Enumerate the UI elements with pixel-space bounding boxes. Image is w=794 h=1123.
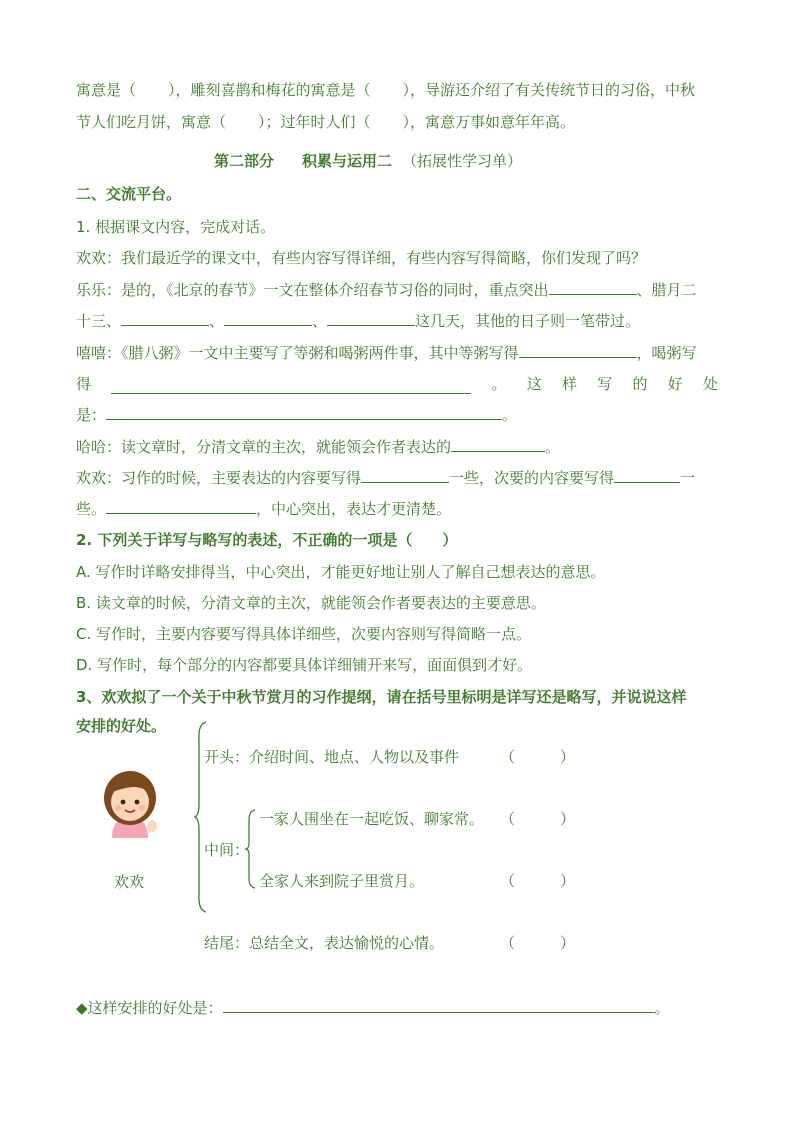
q3-title: 3、欢欢拟了一个关于中秋节赏月的习作提纲，请在括号里标明是详写还是略写，并说说这样: [76, 688, 687, 706]
outline-middle-label: 中间：: [204, 841, 250, 859]
title-part-a: 第二部分: [214, 152, 275, 170]
blank-line[interactable]: [614, 468, 680, 483]
text: 写: [597, 375, 613, 393]
dialog-line: [76, 311, 640, 331]
text: 是：: [76, 406, 107, 424]
text: 、腊月二: [636, 281, 697, 299]
text: 样: [561, 375, 577, 393]
text: 。: [654, 999, 670, 1017]
section-title: [214, 150, 522, 171]
q2-option-a[interactable]: A. 写作时详略安排得当，中心突出，才能更好地让别人了解自己想表达的意思。: [76, 563, 606, 581]
dialog-line-justified: [76, 374, 718, 394]
outline-middle-1: 一家人围坐在一起吃饭、聊家常。: [259, 810, 485, 828]
q2-option-b[interactable]: B. 读文章的时候，分清文章的主次，就能领会作者要表达的主要意思。: [76, 594, 546, 612]
title-part-b: 积累与运用二: [302, 152, 393, 170]
text: 十三、: [76, 312, 122, 330]
text: 欢欢：习作的时候，主要表达的内容要写得: [76, 469, 362, 487]
blank-line[interactable]: [106, 405, 502, 420]
blank-line[interactable]: [224, 311, 312, 326]
dialog-line: [76, 405, 517, 425]
text: ），雕刻喜鹊和梅花的寓意是（: [168, 81, 371, 99]
title-subtitle: （拓展性学习单）: [402, 152, 523, 170]
blank-line[interactable]: [223, 998, 655, 1013]
text: 哈哈：读文章时，分清文章的主次，就能领会作者表达的: [76, 438, 452, 456]
dialog-line: [76, 499, 451, 519]
dialog-line: 欢欢：我们最近学的课文中，有些内容写得详细，有些内容写得简略，你们发现了吗？: [76, 249, 647, 267]
q2-option-c[interactable]: C. 写作时，主要内容要写得具体详细些，次要内容则写得简略一点。: [76, 625, 532, 643]
blank-line[interactable]: [327, 311, 415, 326]
outline-opening: 开头：介绍时间、地点、人物以及事件: [204, 748, 460, 766]
text: 、: [312, 312, 328, 330]
text: 处: [702, 375, 718, 393]
blank-line[interactable]: [106, 499, 256, 514]
dialog-line: [76, 437, 560, 457]
girl-avatar-illustration: [98, 768, 162, 840]
text: 寓意是（: [76, 81, 137, 99]
blank-line[interactable]: [549, 280, 637, 295]
blank-line[interactable]: [451, 437, 545, 452]
blank-line[interactable]: [111, 379, 471, 394]
text: 些。: [76, 500, 107, 518]
blank-line[interactable]: [361, 468, 449, 483]
text: ），导游还介绍了有关传统节日的习俗，中秋: [402, 81, 696, 99]
outline-ending: 结尾：总结全文，表达愉悦的心情。: [204, 934, 445, 952]
q3-title-cont: 安排的好处。: [76, 717, 167, 735]
text: 这几天，其他的日子则一笔带过。: [415, 312, 641, 330]
benefit-line: [76, 998, 670, 1018]
text: 嘻嘻：《腊八粥》一文中主要写了等粥和喝粥两件事，其中等粥写得: [76, 344, 519, 362]
q2-title: 2. 下列关于详写与略写的表述，不正确的一项是（ ）: [76, 531, 458, 549]
q1-title: 1. 根据课文内容，完成对话。: [76, 218, 276, 236]
text: 一些，次要的内容要写得: [449, 469, 615, 487]
intro-line-2: [76, 112, 575, 132]
text: 。: [502, 406, 518, 424]
text: ，喝粥写: [636, 344, 697, 362]
text: 。: [545, 438, 561, 456]
text: 一: [680, 469, 696, 487]
blank-line[interactable]: [519, 343, 637, 358]
text: 这: [526, 375, 542, 393]
avatar-name: 欢欢: [114, 873, 145, 891]
part2-heading: 二、交流平台。: [76, 185, 182, 203]
intro-line-1: [76, 80, 695, 100]
text: ），寓意万事如意年年高。: [402, 113, 576, 131]
text: 节人们吃月饼，寓意（: [76, 113, 227, 131]
text: 。: [491, 375, 507, 393]
text: 得: [76, 375, 92, 393]
text: 的: [632, 375, 648, 393]
text: 乐乐：是的，《北京的春节》一文在整体介绍春节习俗的同时，重点突出: [76, 281, 549, 299]
middle-1-answer-paren[interactable]: （ ）: [500, 810, 576, 828]
dialog-line: [76, 280, 697, 300]
text: ，中心突出，表达才更清楚。: [256, 500, 452, 518]
dialog-line: [76, 468, 695, 488]
outline-middle-2: 全家人来到院子里赏月。: [259, 872, 425, 890]
text: 、: [209, 312, 225, 330]
ending-answer-paren[interactable]: （ ）: [500, 934, 576, 952]
blank-line[interactable]: [121, 311, 209, 326]
text: 好: [667, 375, 683, 393]
opening-answer-paren[interactable]: （ ）: [500, 748, 576, 766]
text: ◆这样安排的好处是：: [76, 999, 223, 1017]
q2-option-d[interactable]: D. 写作时，每个部分的内容都要具体详细铺开来写，面面俱到才好。: [76, 656, 533, 674]
middle-2-answer-paren[interactable]: （ ）: [500, 872, 576, 890]
dialog-line: [76, 343, 697, 363]
text: ）；过年时人们（: [258, 113, 371, 131]
